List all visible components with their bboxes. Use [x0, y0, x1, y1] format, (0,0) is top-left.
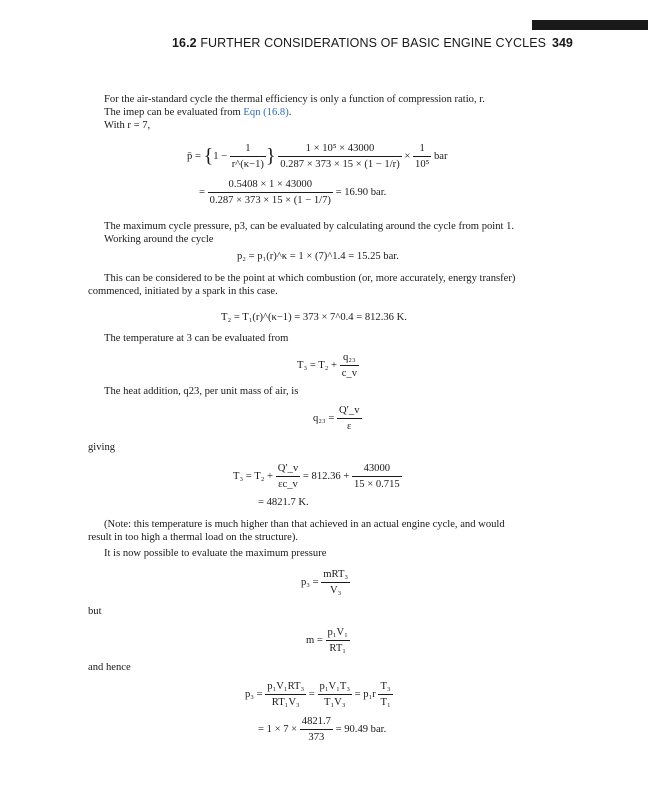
numerator: p₁V₁T₃ — [318, 680, 353, 695]
fraction — [230, 142, 266, 171]
denominator: 373 — [308, 732, 325, 743]
eq-unit: bar — [433, 151, 448, 162]
eq-lhs: p̄ = — [187, 151, 201, 162]
eq-lhs: p₃ = — [245, 689, 263, 700]
denominator: V₃ — [330, 585, 342, 596]
numerator: 43000 — [352, 462, 402, 477]
paragraph-text: The imep can be evaluated from — [104, 107, 244, 118]
eq-result: = 90.49 bar. — [335, 724, 387, 735]
numerator: p₁V₁RT₃ — [265, 680, 306, 695]
numerator: Q′_v — [337, 404, 362, 419]
paragraph-line: but — [88, 606, 102, 617]
paragraph-text: . — [288, 107, 292, 118]
paragraph-line: The temperature at 3 can be evaluated from — [104, 333, 289, 344]
section-number: 16.2 — [172, 36, 197, 50]
denominator: T₁V₃ — [324, 697, 346, 708]
numerator: T₃ — [378, 680, 392, 695]
equation-p2: p₂ = p₁(r)^κ = 1 × (7)^1.4 = 15.25 bar. — [237, 251, 399, 262]
fraction — [265, 680, 306, 709]
eq-lhs: q₂₃ = — [313, 413, 335, 424]
numerator: p₁V₁ — [326, 626, 350, 641]
header-bar — [532, 20, 648, 30]
numerator: q₂₃ — [340, 351, 359, 366]
paragraph-line: commenced, initiated by a spark in this case. — [88, 286, 278, 297]
running-header — [172, 37, 546, 50]
equation-t2: T₂ = T₁(r)^(κ−1) = 373 × 7^0.4 = 812.36 K. — [221, 312, 407, 323]
numerator: 0.5408 × 1 × 43000 — [208, 178, 333, 193]
fraction — [352, 462, 402, 491]
paragraph-line — [104, 106, 291, 119]
equation-link[interactable]: Eqn (16.8) — [243, 107, 289, 118]
paragraph-line: Working around the cycle — [104, 234, 214, 245]
paragraph-line: It is now possible to evaluate the maximum pressure — [104, 548, 327, 559]
equation-p3-final — [258, 715, 386, 744]
fraction — [326, 626, 350, 655]
denominator: 0.287 × 373 × 15 × (1 − 1/7) — [209, 195, 331, 206]
paragraph-line: The maximum cycle pressure, p3, can be evaluated by calculating around the cycle from point 1. — [104, 221, 515, 232]
paragraph-line: result in too high a thermal load on the structure). — [88, 532, 299, 543]
paragraph-line: With r = 7, — [104, 120, 151, 131]
numerator: Q′_v — [276, 462, 301, 477]
equation-t3 — [297, 351, 359, 380]
numerator: 1 — [230, 142, 266, 157]
equation-m — [306, 626, 350, 655]
denominator: r^(κ−1) — [231, 159, 264, 170]
paragraph-line: (Note: this temperature is much higher than that achieved in an actual engine cycle, and would — [104, 519, 505, 530]
page-number: 349 — [552, 36, 573, 50]
numerator: 1 — [413, 142, 431, 157]
section-title: FURTHER CONSIDERATIONS OF BASIC ENGINE CYCLES — [200, 36, 547, 50]
equation-p3-expanded — [245, 680, 393, 709]
fraction — [378, 680, 392, 709]
denominator: 15 × 0.715 — [353, 479, 400, 490]
fraction — [321, 568, 350, 597]
eq-operator: × — [404, 151, 411, 162]
numerator: 4821.7 — [300, 715, 333, 730]
fraction — [278, 142, 402, 171]
equation-t3-evaluated — [233, 462, 402, 491]
denominator: c_v — [341, 368, 357, 379]
eq-term: 1 − — [213, 151, 228, 162]
denominator: T₁ — [380, 697, 391, 708]
paragraph-line: For the air-standard cycle the thermal efficiency is only a function of compression ratio, r. — [104, 94, 485, 105]
denominator: εc_v — [278, 479, 298, 490]
eq-lhs: T₃ = T₂ + — [297, 360, 338, 371]
eq-lhs: m = — [306, 635, 323, 646]
eq-operator: = — [308, 689, 315, 700]
fraction — [318, 680, 353, 709]
denominator: RT₁ — [329, 643, 346, 654]
eq-lhs: T₃ = T₂ + — [233, 471, 274, 482]
equation-t3-result: = 4821.7 K. — [258, 497, 309, 508]
paragraph-line: This can be considered to be the point at which combustion (or, more accurately, energy transfer) — [104, 273, 516, 284]
eq-operator: = — [199, 187, 205, 198]
numerator: 1 × 10⁵ × 43000 — [278, 142, 402, 157]
paragraph-line: and hence — [88, 662, 131, 673]
eq-lhs: = 1 × 7 × — [258, 724, 298, 735]
numerator: mRT₃ — [321, 568, 350, 583]
eq-result: = 16.90 bar. — [335, 187, 387, 198]
fraction — [413, 142, 431, 171]
equation-p3 — [301, 568, 350, 597]
paragraph-line: giving — [88, 442, 116, 453]
paragraph-line: The heat addition, q23, per unit mass of air, is — [104, 386, 299, 397]
brace-open-icon: { — [203, 145, 214, 167]
denominator: 0.287 × 373 × 15 × (1 − 1/r) — [280, 159, 400, 170]
denominator: ε — [347, 421, 352, 432]
eq-lhs: p₃ = — [301, 577, 319, 588]
fraction — [276, 462, 301, 491]
eq-term: = 812.36 + — [302, 471, 350, 482]
eq-term: = p₁r — [354, 689, 376, 700]
equation-q23 — [313, 404, 362, 433]
fraction — [337, 404, 362, 433]
fraction — [208, 178, 333, 207]
brace-close-icon: } — [265, 145, 276, 167]
denominator: 10⁵ — [415, 159, 430, 170]
fraction — [340, 351, 359, 380]
equation-imep-evaluated — [199, 178, 386, 207]
fraction — [300, 715, 333, 744]
equation-imep — [187, 142, 448, 171]
denominator: RT₁V₃ — [271, 697, 300, 708]
